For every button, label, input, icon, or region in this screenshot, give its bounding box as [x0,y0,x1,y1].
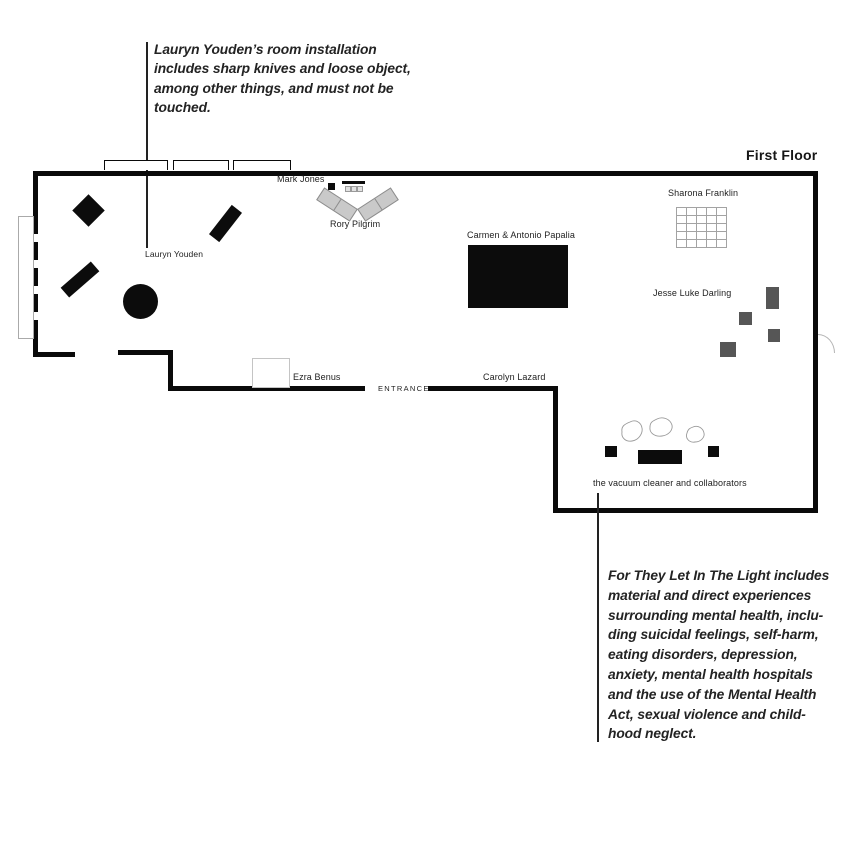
label-ezra-benus: Ezra Benus [293,372,341,382]
rory-pilgrim-bench-left [316,187,358,221]
door-swing-arc [818,334,835,353]
mark-jones-tiny-mark [357,186,363,192]
mark-jones-artwork-bar [342,181,365,184]
annotation-line: material and direct experiences [608,587,812,603]
beanbag-blob-1 [622,421,642,441]
wall-bottom-left-1 [33,352,75,357]
annotation-line: hood neglect. [608,726,697,742]
annotation-bottom-text [608,566,848,744]
annotation-leader-line-bottom [597,493,599,742]
annotation-line: Act, sexual violence and child- [608,706,806,722]
annotation-line: touched. [154,100,211,116]
label-carmen-antonio-papalia: Carmen & Antonio Papalia [467,230,575,240]
left-wall-panel [18,216,34,339]
vacuum-cleaner-center-rect [638,450,682,464]
top-wall-window-3 [233,160,291,170]
beanbag-blobs [616,414,711,448]
top-wall-window-2 [173,160,229,170]
label-vacuum-cleaner: the vacuum cleaner and collaborators [593,478,747,488]
jesse-darling-artwork-1 [766,287,779,309]
wall-left-upper [33,171,38,216]
label-jesse-luke-darling: Jesse Luke Darling [653,288,732,298]
annotation-line: among other things, and must not be [154,80,394,96]
annotation-line: For They Let In The Light includes [608,568,830,583]
annotation-line: eating disorders, depression, [608,647,798,663]
annotation-top-text [154,40,414,118]
vacuum-cleaner-square-right [708,446,719,457]
rory-pilgrim-bench-right [357,187,399,221]
label-lauryn-youden: Lauryn Youden [145,249,204,259]
annotation-line: ding suicidal feelings, self-harm, [608,627,819,643]
page-title: First Floor [746,147,818,163]
lauryn-youden-diamond-sculpture [72,194,105,227]
wall-top [33,171,818,176]
vacuum-cleaner-square-left [605,446,617,457]
wall-bottom-left-2 [118,350,173,355]
grid-cell [716,239,727,248]
annotation-line: Lauryn Youden’s room installation [154,42,377,57]
label-mark-jones: Mark Jones [277,174,325,184]
jesse-darling-artwork-2 [739,312,752,325]
annotation-line: includes sharp knives and loose object, [154,61,411,77]
lauryn-youden-circle-sculpture [123,284,158,319]
wall-lower-room-left [553,386,558,513]
ezra-benus-artwork-square [252,358,290,388]
mark-jones-artwork-square [328,183,335,190]
top-wall-window-1 [104,160,168,170]
wall-step-vertical [168,350,173,391]
sharona-franklin-grid [676,207,726,247]
jesse-darling-artwork-4 [720,342,736,357]
beanbag-blob-2 [650,418,672,436]
annotation-leader-line-top [146,42,148,248]
carmen-papalia-installation-rect [468,245,568,308]
label-rory-pilgrim: Rory Pilgrim [330,219,381,229]
wall-lower-room-bottom [553,508,818,513]
annotation-line: and the use of the Mental Health [608,686,817,702]
beanbag-blob-3 [686,426,704,442]
annotation-line: anxiety, mental health hospitals [608,666,813,682]
lauryn-youden-bar-sculpture-sw [61,261,100,297]
jesse-darling-artwork-3 [768,329,780,342]
label-carolyn-lazard: Carolyn Lazard [483,372,546,382]
label-entrance: ENTRANCE [378,384,430,393]
annotation-line: surrounding mental health, inclu- [608,607,824,623]
lauryn-youden-bar-sculpture-ne [209,205,242,242]
label-sharona-franklin: Sharona Franklin [668,188,739,198]
wall-bottom-main-right [428,386,557,391]
